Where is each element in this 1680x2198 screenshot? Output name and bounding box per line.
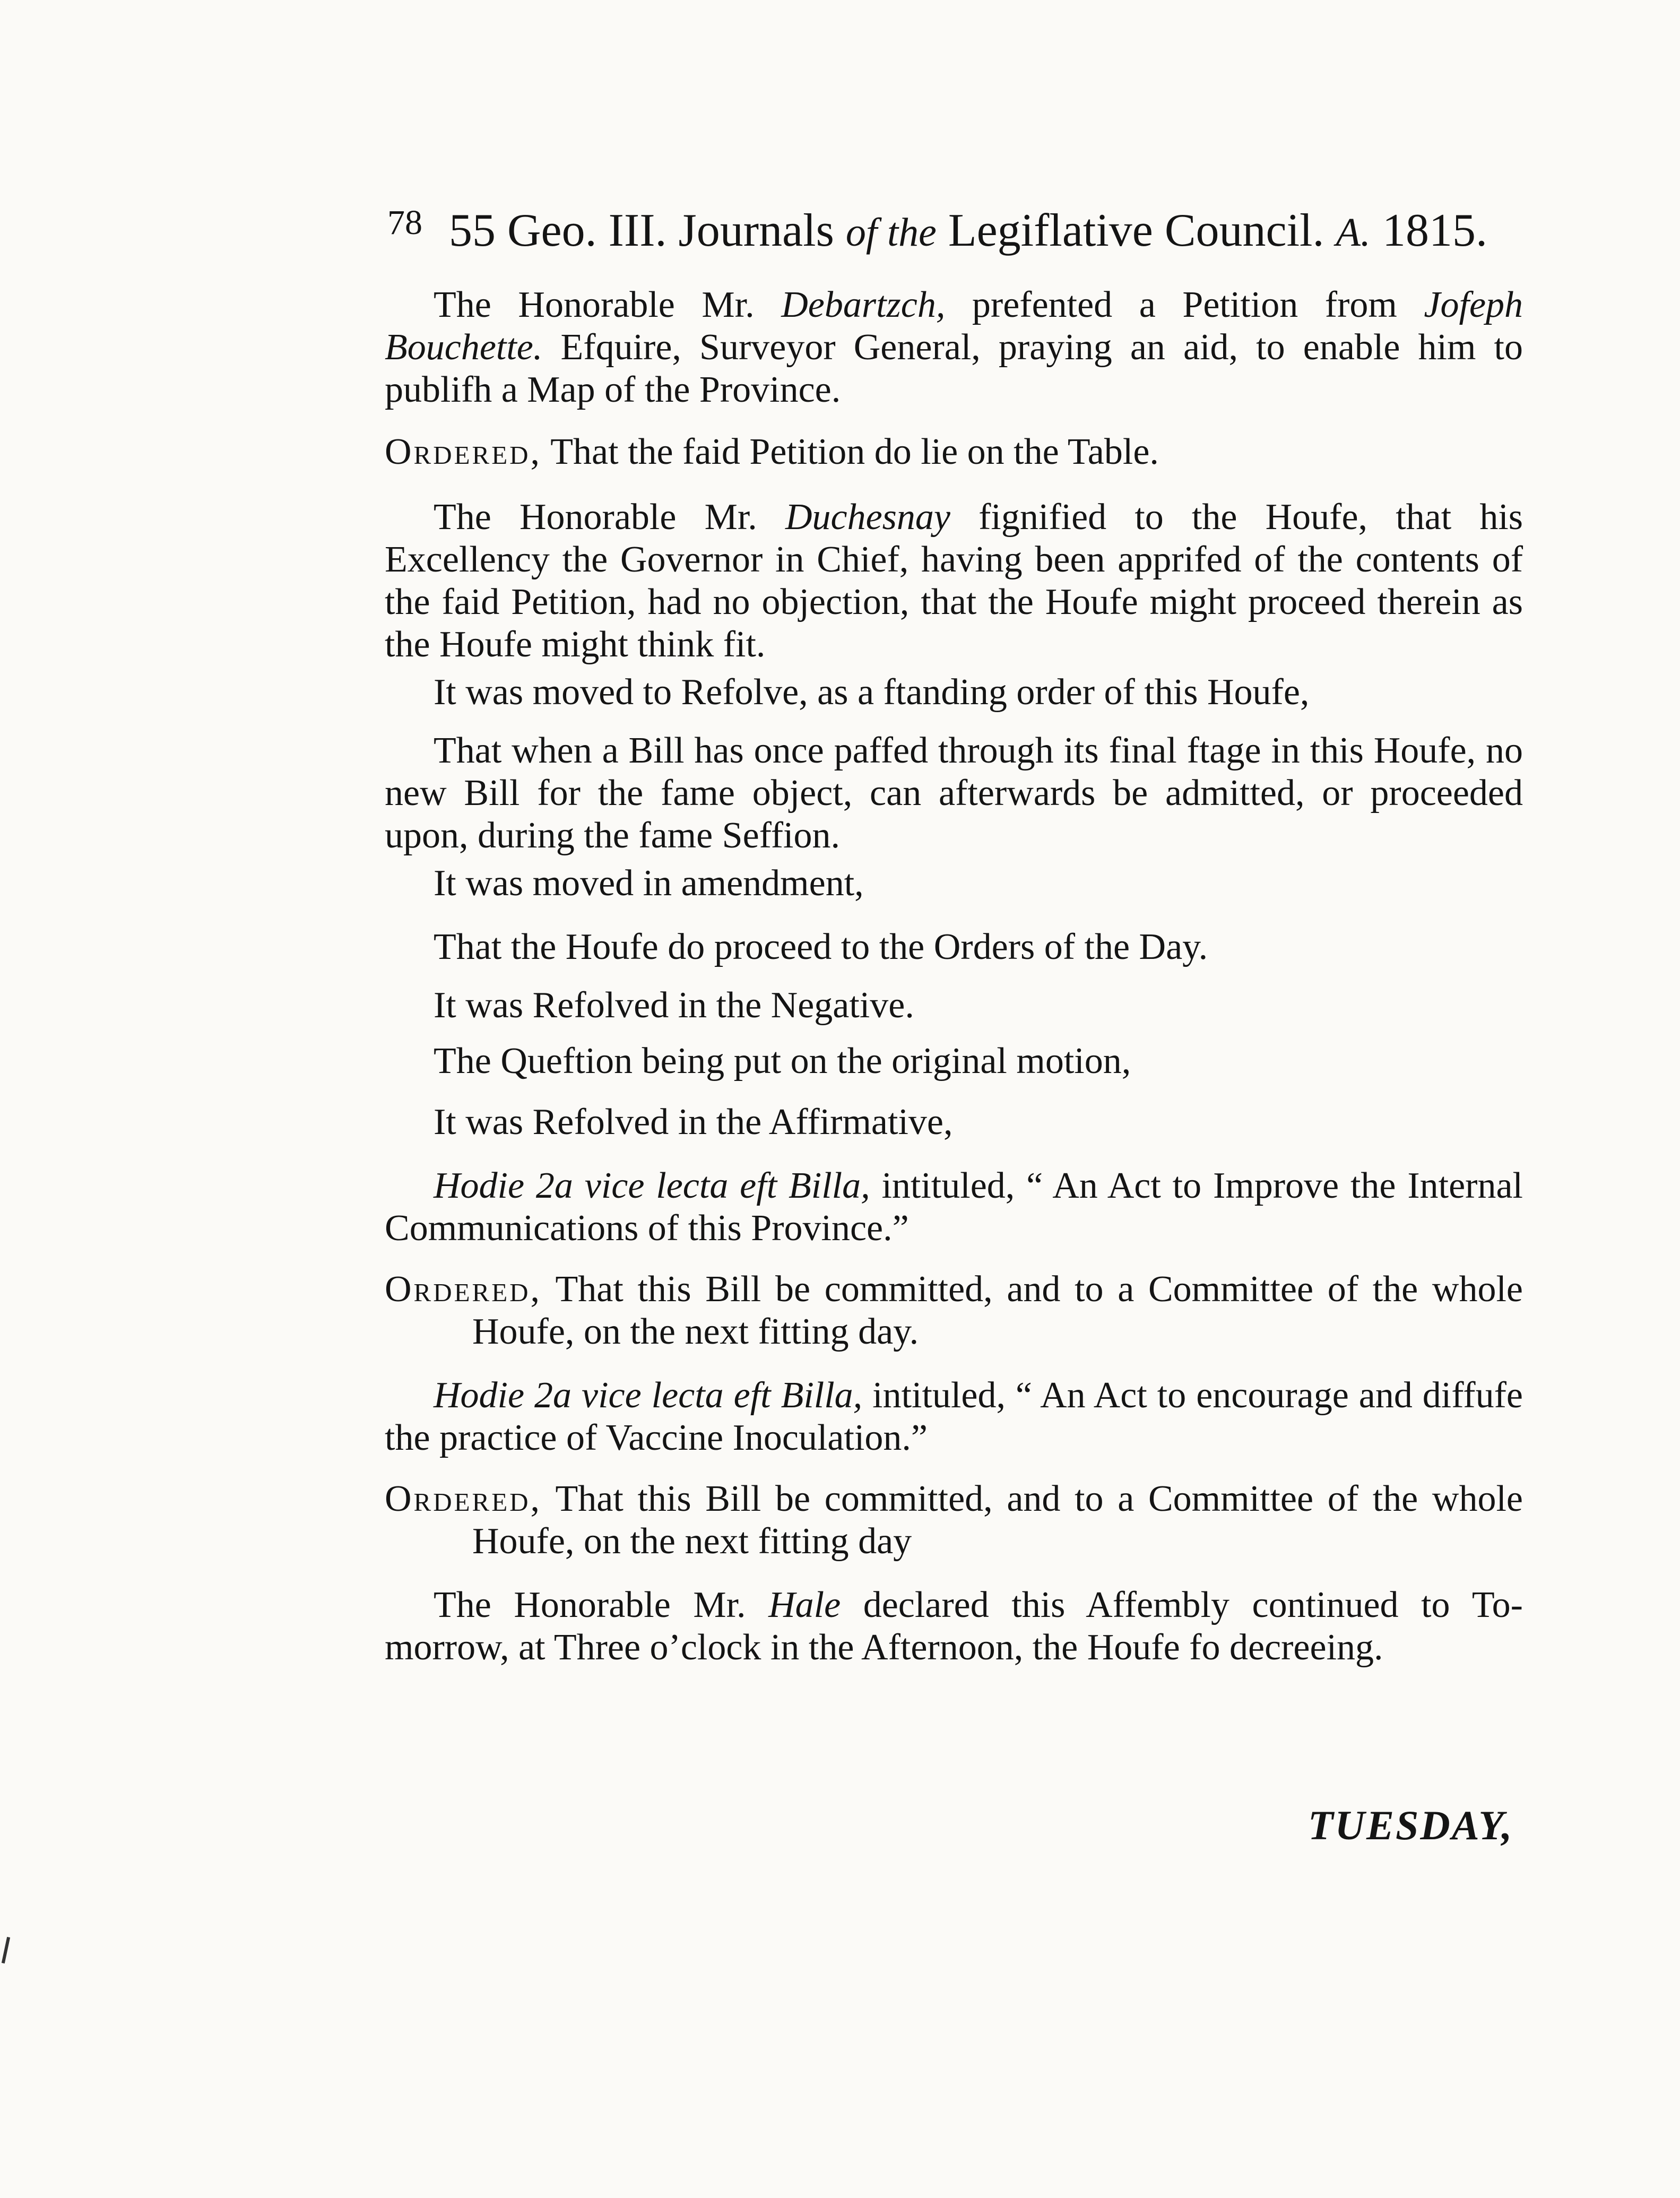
entry-moved-in-amendment: It was moved in amendment, bbox=[434, 863, 864, 904]
page-header bbox=[387, 191, 1534, 264]
entry-hale-adjournment: The Honorable Mr. Hale declared this Affembly continued to To-morrow, at Three o’clock in the Afternoon, the Houfe fo decreeing. bbox=[385, 1585, 1523, 1668]
header-title-journals: Journals bbox=[678, 205, 834, 256]
catchword: TUESDAY, bbox=[1308, 1802, 1514, 1848]
ordered-label: Ordered, bbox=[385, 1269, 542, 1310]
latin-formula: Hodie 2a vice lecta eft Billa, bbox=[434, 1165, 870, 1206]
member-name: Duchesnay bbox=[785, 497, 950, 538]
header-title-council: Legiflative Council. bbox=[948, 205, 1324, 256]
entry-orders-of-the-day: That the Houfe do proceed to the Orders of the Day. bbox=[434, 927, 1208, 967]
ordered-label: Ordered, bbox=[385, 431, 542, 472]
petitioner-name: Jofeph Bouchette. bbox=[385, 284, 1523, 368]
regnal-year: 55 Geo. III. bbox=[449, 205, 667, 256]
entry-debartzch-petition: The Honorable Mr. Debartzch, prefented a Petition from Jofeph Bouchette. Efquire, Surveyor General, praying an aid, to enable him to publifh a Map of the Province. bbox=[385, 284, 1523, 410]
margin-mark bbox=[2, 1937, 10, 1963]
entry-bill-vaccine-inoculation: Hodie 2a vice lecta eft Billa, intituled, “ An Act to encourage and diffufe the practice of Vaccine Inoculation.” bbox=[385, 1375, 1523, 1458]
member-name: Debartzch, bbox=[781, 284, 946, 325]
entry-resolved-affirmative: It was Refolved in the Affirmative, bbox=[434, 1102, 953, 1143]
header-year: 1815. bbox=[1382, 205, 1487, 256]
entry-moved-to-resolve: It was moved to Refolve, as a ftanding order of this Houfe, bbox=[434, 672, 1310, 713]
page-number: 78 bbox=[387, 203, 422, 242]
entry-standing-order: That when a Bill has once paffed through its final ftage in this Houfe, no new Bill for the fame object, can afterwards be admitted, or proceeded upon, during the fame Seffion. bbox=[385, 730, 1523, 856]
latin-formula: Hodie 2a vice lecta eft Billa, bbox=[434, 1375, 863, 1416]
entry-bill-internal-communications: Hodie 2a vice lecta eft Billa, intituled, “ An Act to Improve the Internal Communications of this Province.” bbox=[385, 1165, 1523, 1249]
ordered-label: Ordered, bbox=[385, 1478, 542, 1519]
entry-ordered-lie-on-table: Ordered, That the faid Petition do lie on the Table. bbox=[385, 431, 1159, 472]
entry-resolved-negative: It was Refolved in the Negative. bbox=[434, 985, 914, 1026]
entry-ordered-committed-1: Ordered, That this Bill be committed, and to a Committee of the whole Houfe, on the next fitting day. bbox=[385, 1269, 1523, 1352]
header-year-prefix: A. bbox=[1336, 210, 1371, 255]
header-title-of-the: of the bbox=[845, 210, 937, 255]
entry-question-put: The Queftion being put on the original motion, bbox=[434, 1041, 1131, 1081]
member-name: Hale bbox=[768, 1585, 841, 1625]
entry-ordered-committed-2: Ordered, That this Bill be committed, and to a Committee of the whole Houfe, on the next fitting day bbox=[385, 1478, 1523, 1562]
entry-duchesnay-signified: The Honorable Mr. Duchesnay fignified to the Houfe, that his Excellency the Governor in Chief, having been apprifed of the contents of the faid Petition, had no objection, that the Houfe might proceed therein as the Houfe might think fit. bbox=[385, 497, 1523, 665]
